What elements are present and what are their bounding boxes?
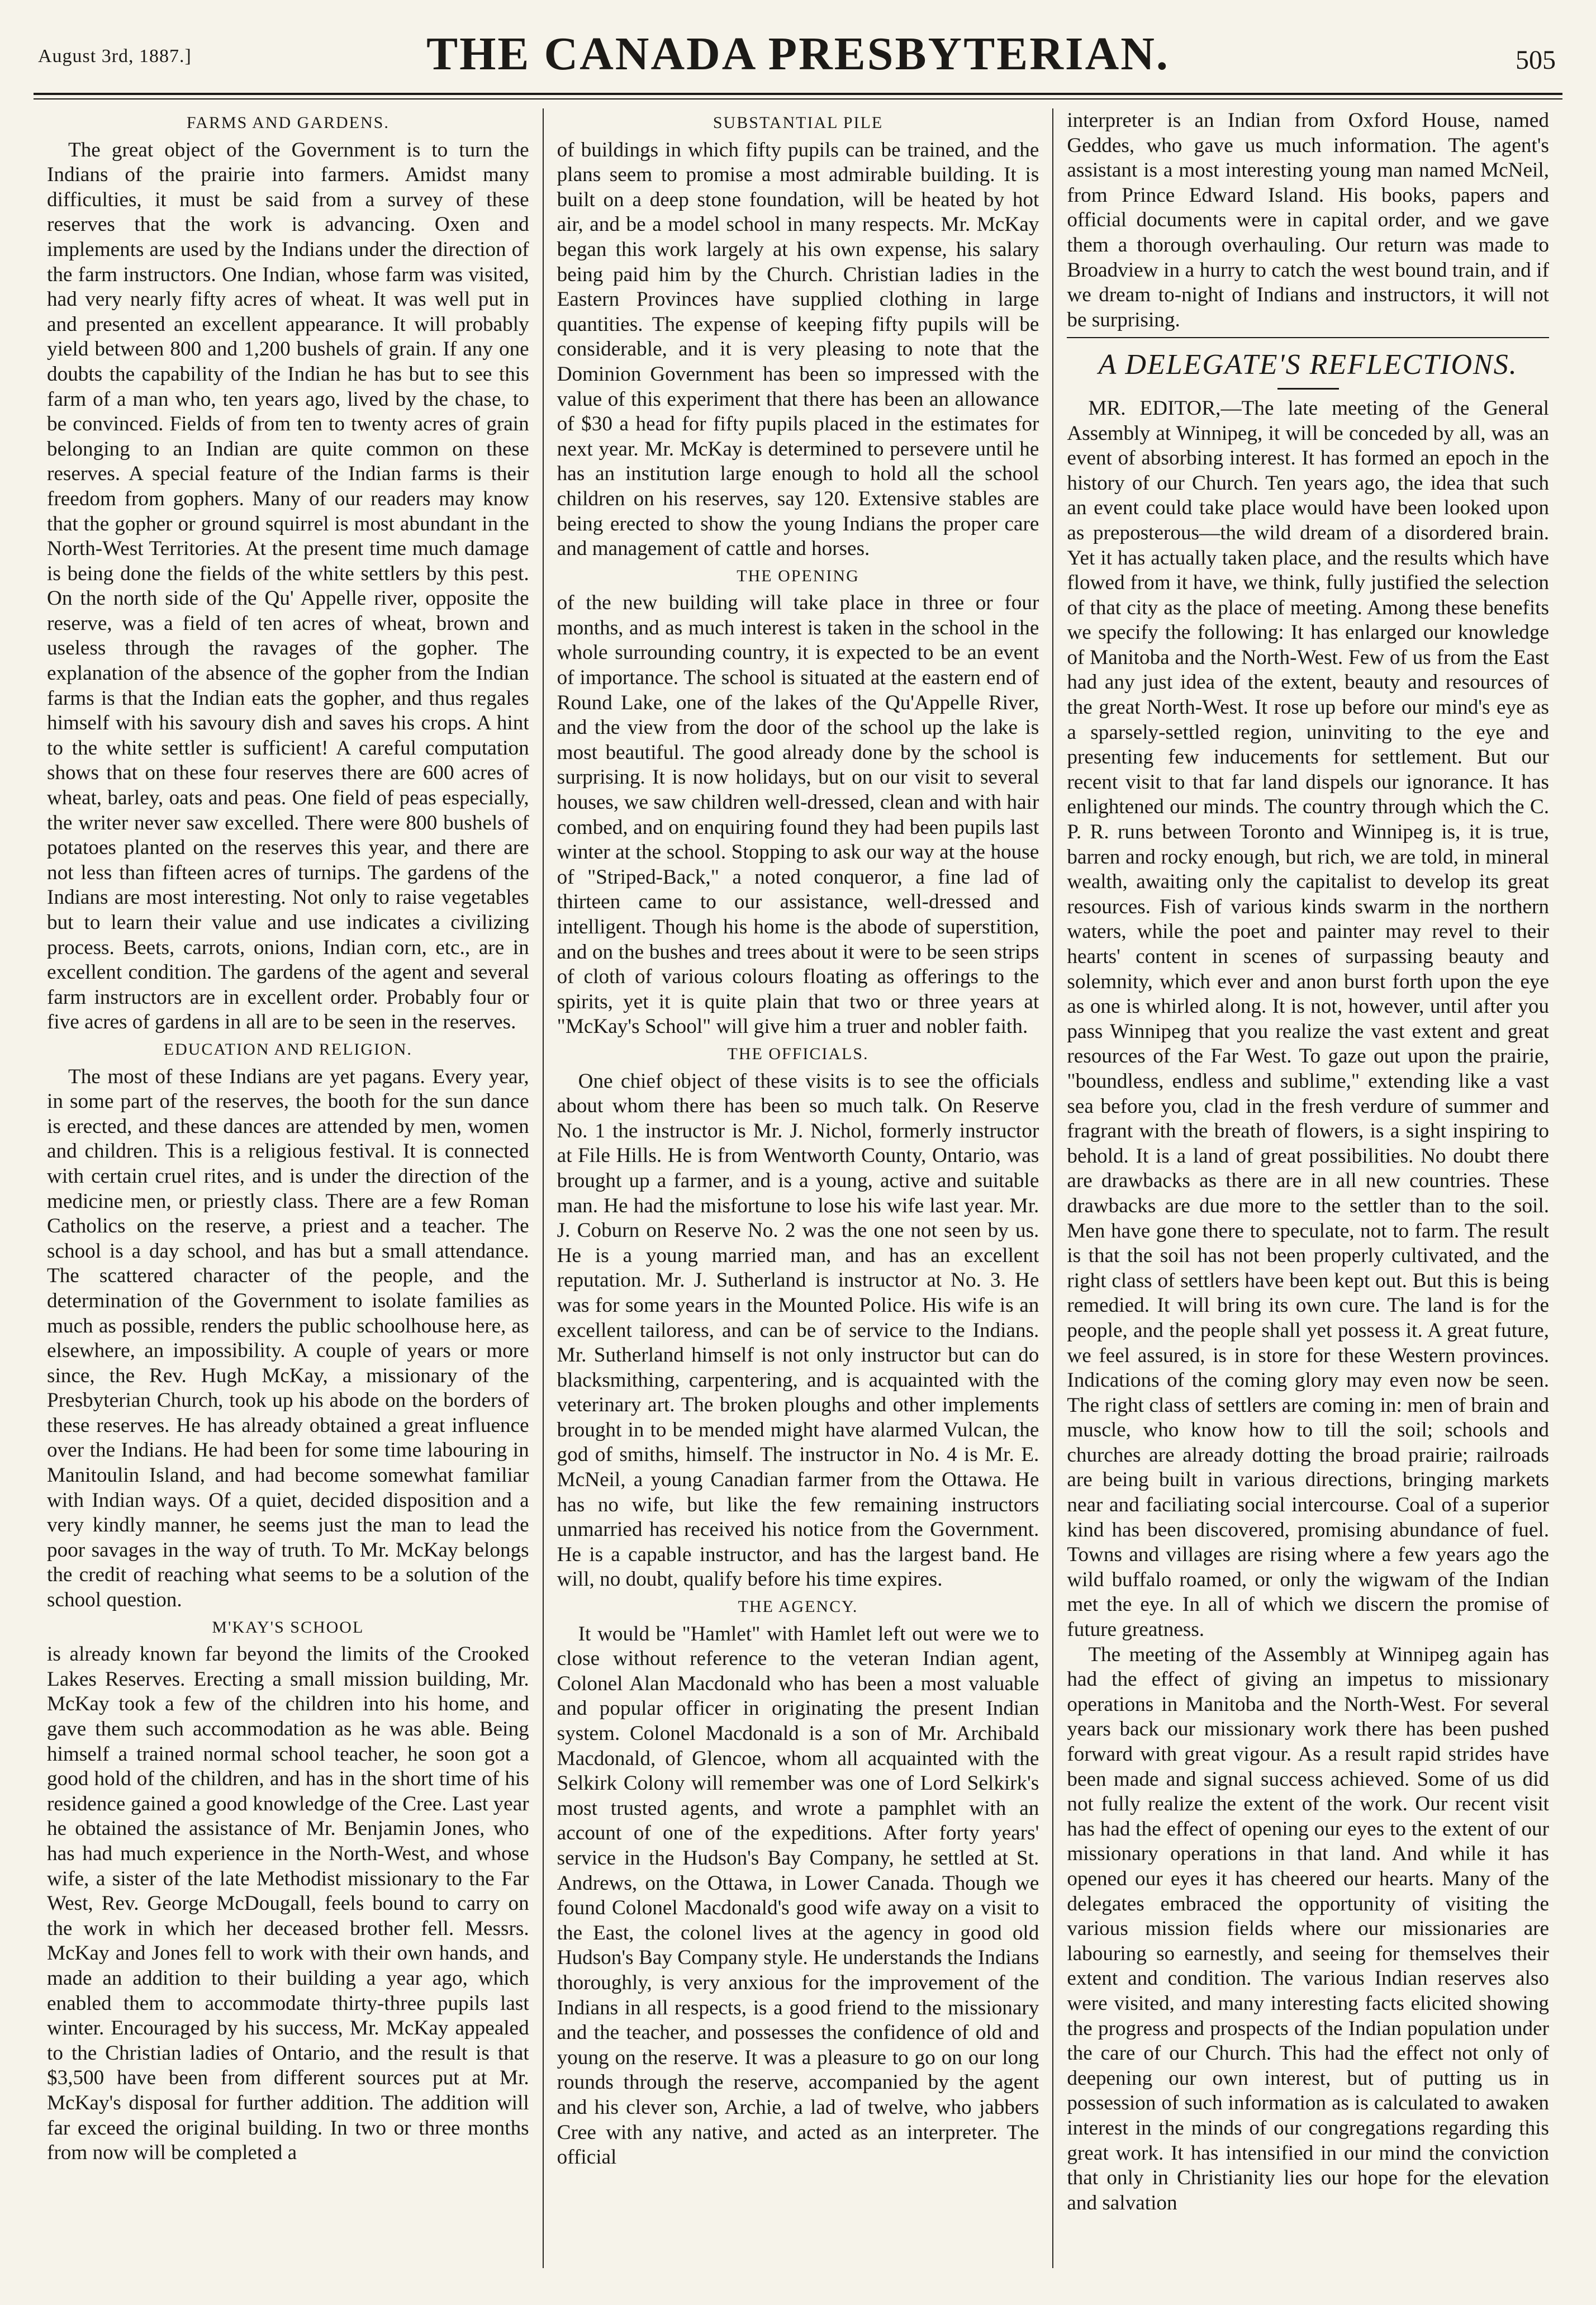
paragraph-officials: One chief object of these visits is to see the officials about whom there has been so much talk. On Reserve No. 1 the instructor is Mr. J. Nichol, formerly instructor at File Hills. He is from Wentworth County, Ontario, was brought up a farmer, and is a young, active and suitable man. He had the misfortune to lose his wife last year. Mr. J. Coburn on Reserve No. 2 was the one not seen by us. He is a young married man, and has an excellent reputation. Mr. J. Sutherland is instructor at No. 3. He was for some years in the Mounted Police. His wife is an excellent tailoress, and can be of service to the Indians. Mr. Sutherland himself is not only instructor but can do blacksmithing, carpentering, and is acquainted with the veterinary art. The broken ploughs and other implements brought in to be mended might have alarmed Vulcan, the god of smiths, himself. The instructor in No. 4 is Mr. E. McNeil, a young Canadian farmer from the Ottawa. He has no wife, but like the few remaining instructors unmarried has received his notice from the Government. He is a capable instructor, and has the largest band. He will, no doubt, qualify before his time expires. [557, 1069, 1039, 1591]
paragraph-continued: interpreter is an Indian from Oxford House, named Geddes, who gave us much information. The agent's assistant is a most interesting young man named McNeil, from Prince Edward Island. His books, papers and official documents were in capital order, and we gave them a thorough overhauling. Our return was made to Broadview in a hurry to catch the west bound train, and if we dream to-night of Indians and instructors, it will not be surprising. [1067, 109, 1550, 331]
header-rule-thin [34, 98, 1562, 99]
paragraph-farms: The great object of the Government is to turn the Indians of the prairie into farmers. Amidst many difficulties, it must be said from a survey of these reserves that the work is advancing. Oxen and implements are used by the Indians under the direction of the farm instructors. One Indian, whose farm was visited, had very nearly fifty acres of wheat. It was well put in and presented an excellent appearance. It will probably yield between 800 and 1,200 bushels of grain. If any one doubts the capability of the Indian he has but to see this farm of a man who, ten years ago, lived by the chase, to be convinced. Fields of from ten to twenty acres of grain belonging to an Indian are quite common on these reserves. A special feature of the Indian farms is their freedom from gophers. Many of our readers may know that the gopher or ground squirrel is most abundant in the North-West Territories. At the present time much damage is being done the fields of the white settlers by this pest. On the north side of the Qu' Appelle river, opposite the reserve, was a field of ten acres of wheat, brown and useless through the ravages of the gopher. The explanation of the absence of the gopher from the Indian farms is that the Indian eats the gopher, and thus regales himself with his savoury dish and saves his crops. A hint to the white settler is sufficient! A careful computation shows that on these four reserves there are 600 acres of wheat, barley, oats and peas. One field of peas especially, the writer never saw excelled. There were 800 bushels of potatoes planted on the reserves this year, and there are not less than fifteen acres of turnips. The gardens of the Indians are most interesting. Not only to raise vegetables but to learn their value and use indicates a civilizing process. Beets, carrots, onions, Indian corn, etc., are in excellent condition. The gardens of the agent and several farm instructors are in excellent order. Probably four or five acres of gardens in all are to be seen in the reserves. [47, 138, 529, 1034]
page-number: 505 [1516, 45, 1556, 75]
paragraph-opening: of the new building will take place in three or four months, and as much interest is taken in the school in the whole surrounding country, it is expected to be an event of importance. The school is situated at the eastern end of Round Lake, one of the lakes of the Qu'Appelle River, and the view from the door of the school up the lake is most beautiful. The good already done by the school is surprising. It is now holidays, but on our visit to several houses, we saw children well-dressed, clean and with hair combed, and on enquiring found they had been pupils last winter at the school. Stopping to ask our way at the house of "Striped-Back," a noted conqueror, a fine lad of thirteen came to our assistance, well-dressed and intelligent. Though his home is the abode of superstition, and on the bushes and trees about it were to be seen strips of cloth of various colours floating as offerings to the spirits, yet it is quite plain that two or three years at "McKay's School" will give him a truer and nobler faith. [557, 591, 1039, 1038]
paragraph-reflections-1: MR. EDITOR,—The late meeting of the General Assembly at Winnipeg, it will be conceded by all, was an event of absorbing interest. It has formed an epoch in the history of our Church. Ten years ago, the idea that such an event could take place would have been looked upon as preposterous—the wild dream of a disordered brain. Yet it has actually taken place, and the results which have flowed from it have, we think, fully justified the selection of that city as the place of meeting. Among these benefits we specify the following: It has enlarged our knowledge of Manitoba and the North-West. Few of us from the East had any just idea of the extent, beauty and resources of the great North-West. It rose up before our mind's eye as a sparsely-settled region, uninviting to the eye and presenting few inducements for settlement. But our recent visit to that far land dispels our ignorance. It has enlightened our minds. The country through which the C. P. R. runs between Toronto and Winnipeg is, it is true, barren and rocky enough, but rich, we are told, in mineral wealth, awaiting only the capitalist to develop its great resources. Fish of various kinds swarm in the northern waters, while the poet and painter may revel to their hearts' content in scenes of surpassing beauty and solemnity, which ever and anon burst forth upon the eye as one is whirled along. It is not, however, until after you pass Winnipeg that you realize the vast extent and great resources of the Far West. To gaze out upon the prairie, "boundless, endless and sublime," extending like a vast sea before you, clad in the fresh verdure of summer and fragrant with the breath of flowers, is a sight inspiring to behold. It is a land of great possibilities. No doubt there are drawbacks as there are in all new countries. These drawbacks are due more to the settler than to the soil. Men have gone there to speculate, not to farm. The result is that the soil has not been properly cultivated, and the right class of settlers have been kept out. But this is being remedied. It will bring its own cure. The land is for the people, and the people shall yet possess it. A great future, we feel assured, is in store for these Western provinces. Indications of the coming glory may even now be seen. The right class of settlers are coming in: men of brain and muscle, who know how to till the soil; schools and churches are already dotting the broad prairie; railroads are being built in various directions, bringing markets near and faciliating social intercourse. Coal of a superior kind has been discovered, promising abundance of fuel. Towns and villages are rising where a few years ago the wild buffalo roamed, or only the wigwam of the Indian met the eye. In all of which we discern the promise of future greatness. [1067, 396, 1550, 1642]
page-header [34, 21, 1562, 88]
title-rule [1277, 388, 1339, 390]
paragraph-agency: It would be "Hamlet" with Hamlet left out were we to close without reference to the veteran Indian agent, Colonel Alan Macdonald who has been a most valuable and popular officer in originating the present Indian system. Colonel Macdonald is a son of Mr. Archibald Macdonald, of Glencoe, whom all acquainted with the Selkirk Colony will remember was one of Lord Selkirk's most trusted agents, and wrote a pamphlet with an account of one of the expeditions. After forty years' service in the Hudson's Bay Company, he settled at St. Andrews, on the Ottawa, in Lower Canada. Though we found Colonel Macdonald's good wife away on a visit to the East, the colonel lives at the agency in good old Hudson's Bay Company style. He understands the Indians thoroughly, is very anxious for the improvement of the Indians in all respects, is a good friend to the missionary and the teacher, and possesses the confidence of old and young on the reserve. It was a pleasure to go on our long rounds through the reserve, accompanied by the agent and his clever son, Archie, a lad of twelve, who jabbers Cree with any native, and acted as an interpreter. The official [557, 1622, 1039, 2169]
paragraph-education: The most of these Indians are yet pagans. Every year, in some part of the reserves, the booth for the sun dance is erected, and these dances are attended by men, women and children. This is a religious festival. It is connected with certain cruel rites, and is under the direction of the medicine men, or priestly class. There are a few Roman Catholics on the reserve, a priest and a teacher. The school is a day school, and has but a small attendance. The scattered character of the people, and the determination of the Government to isolate families as much as possible, renders the public schoolhouse here, as elsewhere, an impossibility. A couple of years or more since, the Rev. Hugh McKay, a missionary of the Presbyterian Church, took up his abode on the borders of these reserves. He has already obtained a great influence over the Indians. He had been for some time labouring in Manitoulin Island, and had become somewhat familiar with Indian ways. Of a quiet, decided disposition and a very kindly manner, he seems just the man to lead the poor savages in the way of truth. To Mr. McKay belongs the credit of reaching what seems to be a solution of the school question. [47, 1065, 529, 1612]
subheading-farms: FARMS AND GARDENS. [186, 113, 390, 132]
paragraph-school: is already known far beyond the limits of the Crooked Lakes Reserves. Erecting a small mission building, Mr. McKay took a few of the children into his home, and gave them such accommodation as he was able. Being himself a trained normal school teacher, he soon got a good hold of the children, and has in the short time of his residence gained a good knowledge of the Cree. Last year he obtained the assistance of Mr. Benjamin Jones, who has had much experience in the North-West, and whose wife, a sister of the late Methodist missionary to the Far West, Rev. George McDougall, feels bound to carry on the work in which her deceased brother fell. Messrs. McKay and Jones fell to work with their own hands, and made an addition to their building a year ago, which enabled them to accommodate thirty-three pupils last winter. Encouraged by his success, Mr. McKay appealed to the Christian ladies of Ontario, and the result is that $3,500 have been from different sources put at Mr. McKay's disposal for further addition. The addition will far exceed the original building. In two or three months from now will be completed a [47, 1643, 529, 2165]
subheading-agency: THE AGENCY. [738, 1597, 858, 1616]
column-2 [543, 108, 1053, 2268]
masthead-title: THE CANADA PRESBYTERIAN. [426, 28, 1170, 80]
paragraph-reflections-2: The meeting of the Assembly at Winnipeg again has had the effect of giving an impetus to missionary operations in Manitoba and the North-West. For several years back our missionary work there has been pushed forward with great vigour. As a result rapid strides have been made and signal success achieved. Some of us did not fully realize the extent of the work. Our recent visit has had the effect of opening our eyes to the extent of our missionary operations in that land. And while it has opened our eyes it has cheered our hearts. Many of the delegates embraced the opportunity of visiting the various mission fields where our missionaries are labouring so earnestly, and seeing for themselves their extent and condition. The various Indian reserves also were visited, and many interesting facts elicited showing the progress and prospects of the Indian population under the care of our Church. This had the effect not only of deepening our own interest, but of putting us in possession of such information as is calculated to awaken interest in the minds of our congregations regarding this great work. It has intensified in our mind the conviction that only in Christianity lies our hope for the elevation and salvation [1067, 1643, 1550, 2214]
paragraph-pile: of buildings in which fifty pupils can be trained, and the plans seem to promise a most admirable building. It is built on a deep stone foundation, will be heated by hot air, and be a model school in many respects. Mr. McKay began this work largely at his own expense, his salary being paid him by the Church. Christian ladies in the Eastern Provinces have supplied clothing in large quantities. The expense of keeping fifty pupils will be considerable, and it is very pleasing to note that the Dominion Government has been so impressed with the value of this experiment that there has been an allowance of $30 a head for fifty pupils placed in the estimates for next year. Mr. McKay is determined to persevere until he has an institution large enough to hold all the school children on his reserves, say 120. Extensive stables are being erected to show the young Indians the proper care and management of cattle and horses. [557, 138, 1039, 561]
section-divider [1067, 337, 1549, 338]
article-columns [34, 108, 1562, 2268]
article-title: A DELEGATE'S REFLECTIONS. [1098, 349, 1518, 381]
issue-date: August 3rd, 1887.] [38, 46, 192, 67]
subheading-pile: SUBSTANTIAL PILE [712, 113, 884, 132]
subheading-officials: THE OFFICIALS. [727, 1044, 869, 1063]
subheading-school: M'KAY'S SCHOOL [212, 1618, 364, 1637]
subheading-education: EDUCATION AND RELIGION. [163, 1040, 412, 1059]
column-1 [34, 108, 543, 2268]
column-3 [1052, 108, 1562, 2268]
newspaper-page [34, 21, 1562, 2290]
header-rule [34, 93, 1562, 95]
subheading-opening: THE OPENING [737, 566, 859, 585]
